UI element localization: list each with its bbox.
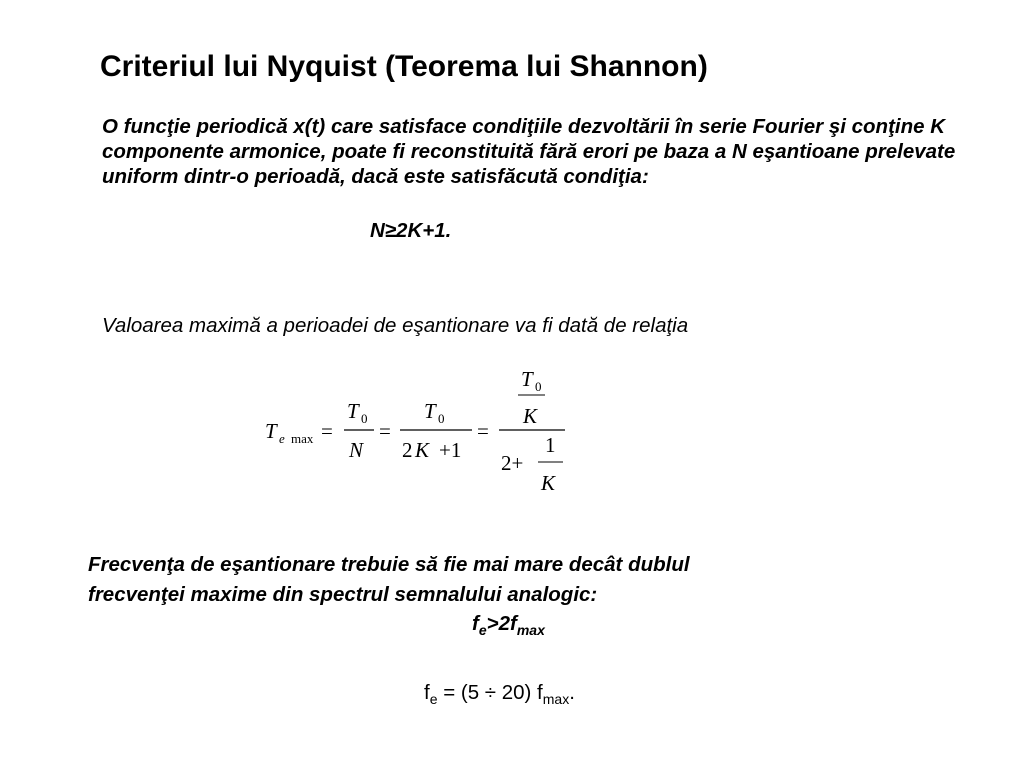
frac1-numerator: T — [347, 399, 359, 423]
frac2-denominator-plus-one: +1 — [439, 438, 462, 462]
max-period-intro: Valoarea maximă a perioadei de eşantionare va fi dată de relaţia — [102, 314, 689, 337]
formula-equals-2: = — [379, 419, 391, 443]
cond2-sub-e: e — [478, 622, 487, 638]
frac3-inner-numerator: T — [521, 367, 533, 391]
cond2-f: f — [472, 612, 479, 635]
formula-lhs-sub-e: e — [279, 431, 285, 446]
frac2-denominator-k: K — [415, 438, 430, 462]
range-sub-e: e — [429, 691, 438, 707]
frac1-numerator-sub: 0 — [361, 411, 368, 426]
formula-equals-1: = — [321, 419, 333, 443]
max-sampling-period-formula — [255, 362, 585, 502]
formula-svg — [255, 362, 585, 502]
sampling-frequency-range — [424, 681, 575, 707]
frac3-inner-denominator: K — [523, 404, 538, 428]
sampling-frequency-statement — [88, 550, 690, 610]
slide-title: Criteriul lui Nyquist (Teorema lui Shannon) — [100, 50, 708, 83]
frac3-denominator-two-plus: 2+ — [501, 451, 524, 475]
statement-line-1: Frecvenţa de eşantionare trebuie să fie mai mare decât dublul — [88, 553, 690, 576]
frac2-numerator: T — [424, 399, 436, 423]
range-end: . — [569, 681, 575, 704]
range-f: f — [424, 681, 430, 704]
statement-line-2: frecvenţei maxime din spectrul semnalului analogic: — [88, 583, 598, 606]
nyquist-condition: N≥2K+1. — [370, 219, 452, 242]
sampling-frequency-condition — [472, 612, 545, 638]
formula-lhs-sub-max: max — [291, 431, 314, 446]
frac2-denominator-two: 2 — [402, 438, 413, 462]
frac3-inner-numerator-sub: 0 — [535, 379, 542, 394]
range-sub-max: max — [542, 691, 570, 707]
frac3-denominator-frac-den: K — [541, 471, 556, 495]
range-middle: = (5 ÷ 20) f — [437, 681, 543, 704]
cond2-sub-max: max — [516, 622, 545, 638]
cond2-op: >2f — [486, 612, 517, 635]
frac3-denominator-frac-num: 1 — [545, 433, 556, 457]
formula-lhs-symbol: T — [265, 419, 277, 443]
nyquist-statement: O funcţie periodică x(t) care satisface condiţiile dezvoltării în serie Fourier şi conţine K componente armonice, poate fi reconstituită fără erori pe baza a N eşantioane prelevate uniform dintr-o perioadă, dacă este satisfăcută condiţia: — [102, 115, 956, 188]
formula-equals-3: = — [477, 419, 489, 443]
frac1-denominator: N — [349, 438, 364, 462]
frac2-numerator-sub: 0 — [438, 411, 445, 426]
